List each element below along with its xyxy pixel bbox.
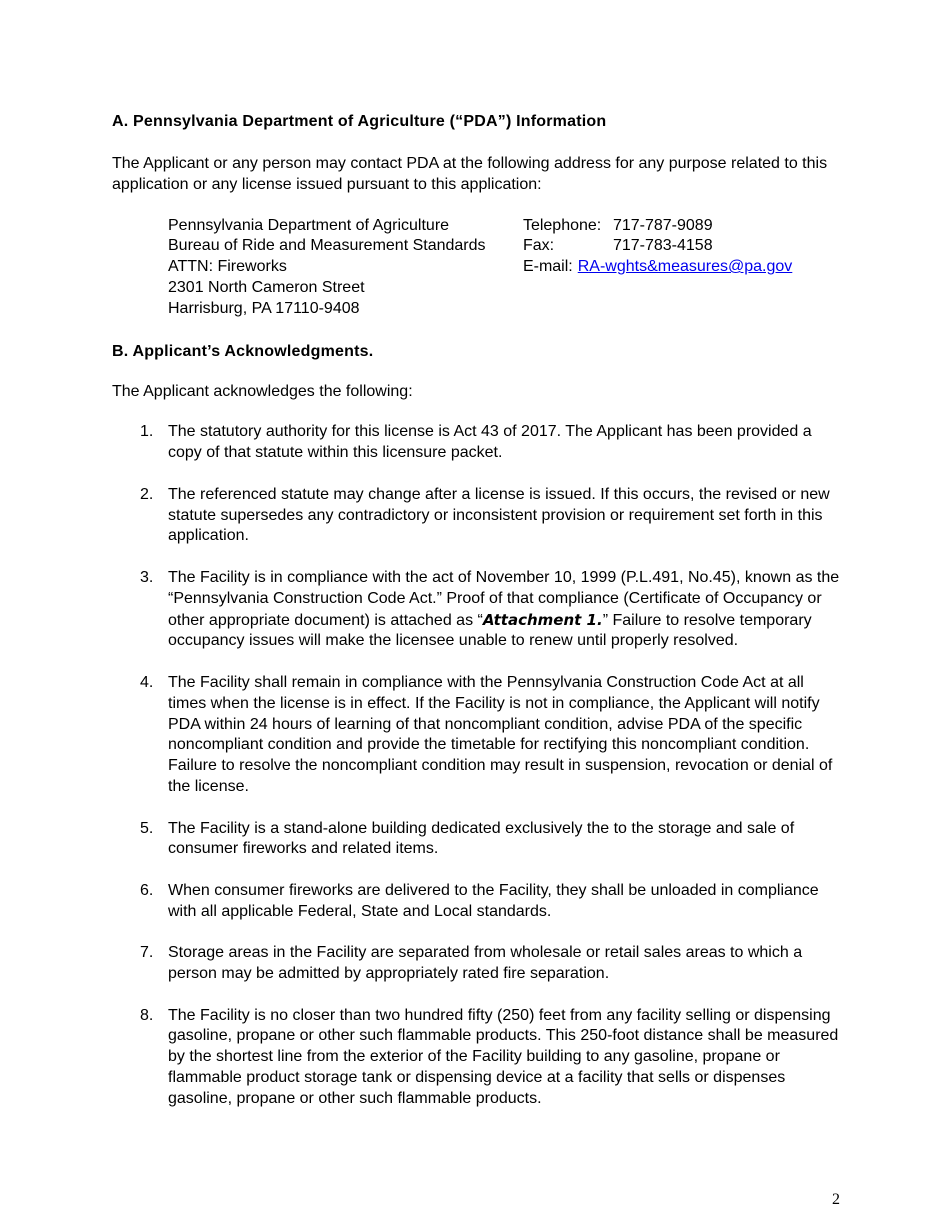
item-text: The Facility is no closer than two hundred fifty (250) feet from any facility selling or dispensing gasoline, propane or other such flammable products. This 250-foot distance shall be measured by the shortest line from the exterior of the Facility building to any gasoline, propane or flammable product storage tank or dispensing device at a facility that sells or dispenses gasoline, propane or other such flammable products. bbox=[168, 1006, 839, 1107]
list-item bbox=[112, 1006, 842, 1110]
item-number: 3. bbox=[140, 568, 154, 586]
list-item bbox=[112, 422, 842, 464]
list-item bbox=[112, 485, 842, 547]
item-text: The statutory authority for this license is Act 43 of 2017. The Applicant has been provided a copy of that statute within this licensure packet. bbox=[168, 423, 812, 462]
item-text-after: ” Failure to resolve temporary occupancy issues will make the licensee unable to renew until properly resolved. bbox=[168, 611, 812, 650]
contact-block bbox=[168, 216, 842, 320]
acknowledgment-list bbox=[112, 422, 842, 1109]
item-number: 7. bbox=[140, 944, 154, 962]
attachment-reference: Attachment 1. bbox=[482, 610, 603, 629]
item-number: 1. bbox=[140, 423, 154, 441]
list-item bbox=[112, 568, 842, 652]
section-b-heading: B. Applicant’s Acknowledgments. bbox=[112, 342, 374, 360]
section-a-intro: The Applicant or any person may contact PDA at the following address for any purpose related to this application or any license issued pursuant to this application: bbox=[112, 155, 828, 193]
email-row bbox=[523, 257, 842, 278]
document-page bbox=[112, 110, 842, 1130]
section-b-intro: The Applicant acknowledges the following: bbox=[112, 382, 413, 400]
telephone-row bbox=[523, 216, 842, 237]
item-text bbox=[168, 568, 842, 652]
fax-value: 717-783-4158 bbox=[612, 237, 713, 255]
email-label: E-mail: bbox=[522, 258, 573, 276]
item-number: 4. bbox=[140, 673, 154, 691]
telephone-value: 717-787-9089 bbox=[612, 216, 713, 234]
list-item bbox=[112, 673, 842, 798]
list-item bbox=[112, 819, 842, 861]
email-link[interactable]: RA-wghts&measures@pa.gov bbox=[577, 258, 793, 276]
list-item bbox=[112, 881, 842, 923]
item-text: The referenced statute may change after a license is issued. If this occurs, the revised or new statute supersedes any contradictory or inconsistent provision or requirement set forth in this application. bbox=[168, 485, 830, 545]
mailing-address bbox=[168, 216, 523, 320]
item-text: The Facility shall remain in compliance with the Pennsylvania Construction Code Act at all times when the license is in effect. If the Facility is not in compliance, the Applicant will notify PDA within 24 hours of learning of that noncompliant condition, advise PDA of the specific noncompliant condition and provide the timetable for rectifying this noncompliant condition. Failure to resolve the noncompliant condition may result in suspension, revocation or denial of the license. bbox=[168, 673, 833, 795]
item-text-before: The Facility is in compliance with the act of November 10, 1999 (P.L.491, No.45), known as the “Pennsylvania Construction Code Act.” Proof of that compliance (Certificate of Occupancy or other appropriate document) is attached as “ bbox=[168, 568, 840, 629]
list-item bbox=[112, 943, 842, 985]
item-number: 2. bbox=[140, 485, 154, 503]
page-number: 2 bbox=[832, 1191, 840, 1208]
item-number: 8. bbox=[140, 1006, 154, 1024]
item-number: 5. bbox=[140, 819, 154, 837]
address-line: ATTN: Fireworks bbox=[168, 258, 287, 276]
address-line: Harrisburg, PA 17110-9408 bbox=[168, 299, 360, 317]
address-line: 2301 North Cameron Street bbox=[168, 278, 365, 296]
section-a-heading: A. Pennsylvania Department of Agriculture (“PDA”) Information bbox=[112, 113, 607, 130]
address-line: Pennsylvania Department of Agriculture bbox=[168, 216, 450, 234]
fax-label: Fax: bbox=[522, 237, 555, 255]
item-text: The Facility is a stand-alone building dedicated exclusively the to the storage and sale of consumer fireworks and related items. bbox=[168, 819, 795, 858]
telephone-label: Telephone: bbox=[522, 216, 602, 234]
fax-row bbox=[523, 236, 842, 257]
item-text: Storage areas in the Facility are separated from wholesale or retail sales areas to which a person may be admitted by appropriately rated fire separation. bbox=[168, 944, 803, 983]
address-line: Bureau of Ride and Measurement Standards bbox=[168, 237, 486, 255]
item-number: 6. bbox=[140, 881, 154, 899]
contact-numbers bbox=[523, 216, 842, 320]
item-text: When consumer fireworks are delivered to the Facility, they shall be unloaded in compliance with all applicable Federal, State and Local standards. bbox=[168, 881, 819, 920]
